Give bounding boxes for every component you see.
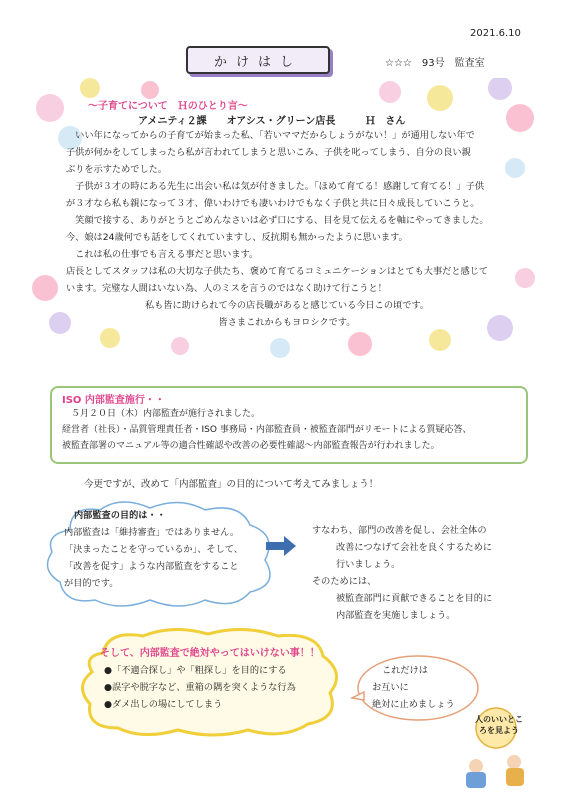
closing-line: 私も皆に助けられて今の店長職があると感じている今日この頃です。 xyxy=(144,300,430,311)
closing-line: 皆さまこれからもヨロシクです。 xyxy=(218,317,356,328)
purpose-cloud-line: が目的です。 xyxy=(64,578,119,589)
newsletter-title: かけはし xyxy=(186,46,330,74)
body-line: 子供が何かをしてしまったら私が言われてしまうと思いこみ、子供を叱ってしまう、自分の良い親 xyxy=(66,147,471,158)
body-line: ぶりを示すためでした。 xyxy=(66,164,168,175)
purpose-line: 内部監査を実施しましょう。 xyxy=(336,610,456,621)
right-arrow-icon xyxy=(266,536,296,556)
purpose-cloud-title: 内部監査の目的は・・ xyxy=(74,510,166,521)
purpose-intro: 今更ですが、改めて「内部監査」の目的について考えてみましょう！ xyxy=(84,479,379,490)
article-author: アメニティ２課 オアシス・グリーン店長 Ｈ さん xyxy=(138,116,406,127)
purpose-line: 被監査部門に貢献できることを目的に xyxy=(336,593,493,604)
body-line: います。完璧な人間はいない為、人のミスを言うのではなく助けて行こうと！ xyxy=(66,283,387,294)
purpose-cloud-line: 「決まったことを守っているか」、そして、 xyxy=(64,544,243,555)
body-line: が３才なら私も親になって３才、偉いわけでも凄いわけでもなく子供と共に日々成長していこうと。 xyxy=(66,198,480,209)
body-line: 今、娘は24歳何でも話をしてくれていますし、反抗期も無かったように思います。 xyxy=(66,232,408,243)
issue-number: ☆☆☆ 93号 監査室 xyxy=(385,58,485,69)
reminder-line: 絶対に止めましょう xyxy=(372,699,455,710)
donts-item: ●ダメ出しの場にしてしまう xyxy=(104,699,223,710)
article-subtitle: ～子育てについて Ｈのひとり言～ xyxy=(88,101,248,112)
iso-line: 被監査部署のマニュアル等の適合性確認や改善の必要性確認～内部監査報告が行われました。 xyxy=(62,441,440,451)
iso-title: ISO 内部監査施行・・ xyxy=(62,395,165,406)
donts-item: ●「不適合探し」や「粗探し」を目的にする xyxy=(104,665,287,676)
iso-body xyxy=(62,406,518,454)
mascot-caption: 人のいいところを見よう xyxy=(475,715,523,735)
iso-line: ５月２０日（木）内部監査が施行されました。 xyxy=(62,409,261,419)
donts-item: ●誤字や脱字など、重箱の隅を突くような行為 xyxy=(104,682,296,693)
body-line: 子供が３才の時にある先生に出会い私は気が付きました。「ほめて育てる！感謝して育てる！」子供 xyxy=(66,181,485,192)
purpose-line: そのためには、 xyxy=(312,576,377,587)
body-line: これは私の仕事でも言える事だと思います。 xyxy=(66,249,259,260)
body-line: いい年になってからの子育てが始まった私、「若いママだからしょうがない！」が通用しない年で xyxy=(66,130,475,141)
reminder-line: これだけは xyxy=(382,665,428,676)
donts-title: そして、内部監査で絶対やってはいけない事！！ xyxy=(100,648,320,659)
body-line: 笑顔で接する、ありがとうとごめんなさいは必ず口にする、目を見て伝えるを軸にやってきました。 xyxy=(66,215,489,226)
article-body xyxy=(66,127,508,331)
issue-date: 2021.6.10 xyxy=(470,28,521,39)
purpose-cloud-text xyxy=(64,507,274,592)
body-line: 店長としてスタッフは私の大切な子供たち、褒めて育てるコミュニケーションはとても大事だと感じて xyxy=(66,266,489,277)
donts-list xyxy=(104,662,334,713)
reminder-line: お互いに xyxy=(372,682,409,693)
purpose-line: すなわち、部門の改善を促し、会社全体の xyxy=(312,525,487,536)
purpose-cloud-line: 「改善を促す」ような内部監査をすること xyxy=(64,561,239,572)
iso-line: 経営者（社長）・品質管理責任者・ISO 事務局・内部監査員・被監査部門がリモートによる質疑応答、 xyxy=(62,425,472,435)
purpose-cloud-line: 内部監査は「維持審査」ではありません。 xyxy=(64,527,240,538)
purpose-line: 行いましょう。 xyxy=(336,559,401,570)
purpose-explanation xyxy=(312,522,522,624)
reminder-text xyxy=(372,662,455,713)
purpose-line: 改善につなげて会社を良くするために xyxy=(336,542,493,553)
